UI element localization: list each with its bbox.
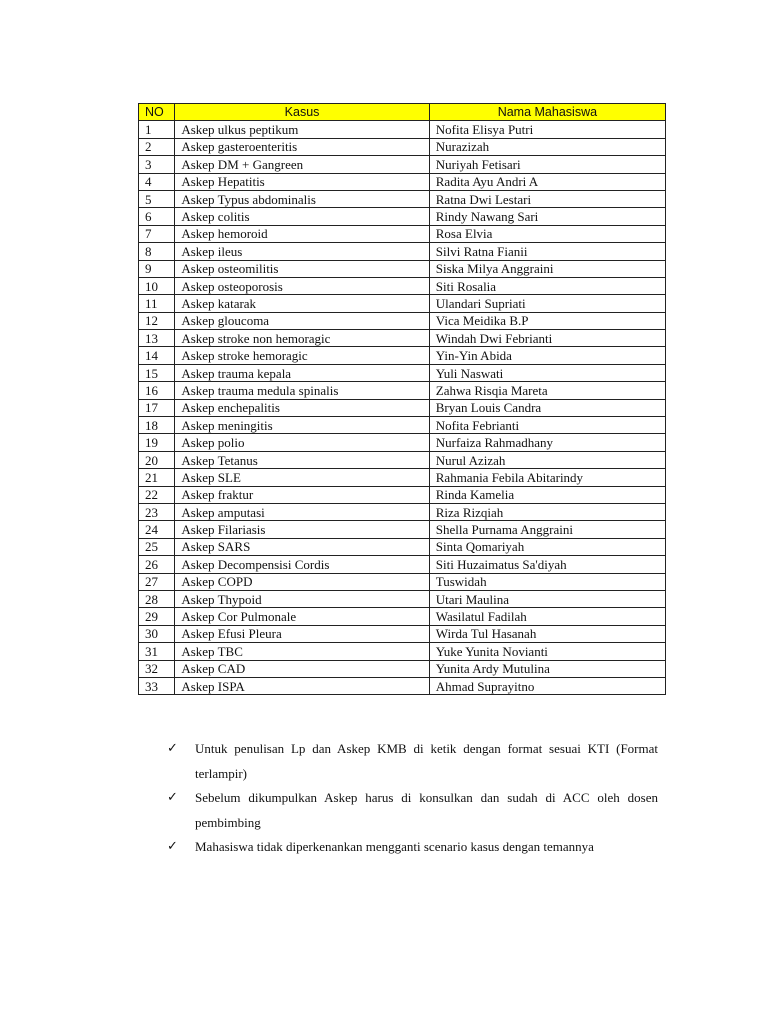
cell-nama-mahasiswa: Nuriyah Fetisari <box>429 156 665 173</box>
cell-nama-mahasiswa: Nofita Febrianti <box>429 417 665 434</box>
cell-no: 18 <box>139 417 175 434</box>
cell-nama-mahasiswa: Yuli Naswati <box>429 364 665 381</box>
cell-kasus: Askep Filariasis <box>175 521 429 538</box>
table-row <box>139 382 666 399</box>
cell-no: 31 <box>139 643 175 660</box>
cell-no: 6 <box>139 208 175 225</box>
cell-no: 5 <box>139 190 175 207</box>
cell-no: 21 <box>139 469 175 486</box>
cell-no: 30 <box>139 625 175 642</box>
cell-kasus: Askep Efusi Pleura <box>175 625 429 642</box>
cell-kasus: Askep stroke non hemoragic <box>175 330 429 347</box>
table-header <box>139 104 666 121</box>
check-mark-icon: ✓ <box>167 741 178 756</box>
assignment-table <box>138 103 666 695</box>
table-row <box>139 573 666 590</box>
cell-no: 15 <box>139 364 175 381</box>
table-row <box>139 347 666 364</box>
table-row <box>139 173 666 190</box>
cell-kasus: Askep gasteroenteritis <box>175 138 429 155</box>
cell-kasus: Askep amputasi <box>175 503 429 520</box>
cell-no: 11 <box>139 295 175 312</box>
cell-no: 12 <box>139 312 175 329</box>
cell-no: 8 <box>139 243 175 260</box>
cell-no: 22 <box>139 486 175 503</box>
table-row <box>139 208 666 225</box>
cell-no: 20 <box>139 451 175 468</box>
cell-nama-mahasiswa: Yunita Ardy Mutulina <box>429 660 665 677</box>
note-text: Mahasiswa tidak diperkenankan mengganti scenario kasus dengan temannya <box>195 839 594 854</box>
cell-no: 26 <box>139 556 175 573</box>
header-nama-mahasiswa: Nama Mahasiswa <box>429 104 665 121</box>
table-row <box>139 190 666 207</box>
table-row <box>139 451 666 468</box>
cell-kasus: Askep ISPA <box>175 677 429 694</box>
header-no: NO <box>139 104 175 121</box>
cell-no: 27 <box>139 573 175 590</box>
header-kasus: Kasus <box>175 104 429 121</box>
cell-nama-mahasiswa: Nurfaiza Rahmadhany <box>429 434 665 451</box>
table-row <box>139 260 666 277</box>
cell-nama-mahasiswa: Sinta Qomariyah <box>429 538 665 555</box>
table-row <box>139 399 666 416</box>
cell-kasus: Askep COPD <box>175 573 429 590</box>
table-row <box>139 625 666 642</box>
table-row <box>139 556 666 573</box>
table-row <box>139 643 666 660</box>
cell-nama-mahasiswa: Yuke Yunita Novianti <box>429 643 665 660</box>
check-mark-icon: ✓ <box>167 839 178 854</box>
cell-nama-mahasiswa: Utari Maulina <box>429 590 665 607</box>
cell-kasus: Askep CAD <box>175 660 429 677</box>
table-row <box>139 138 666 155</box>
table-row <box>139 486 666 503</box>
cell-nama-mahasiswa: Nurul Azizah <box>429 451 665 468</box>
cell-nama-mahasiswa: Ulandari Supriati <box>429 295 665 312</box>
table-row <box>139 521 666 538</box>
cell-kasus: Askep gloucoma <box>175 312 429 329</box>
table-row <box>139 225 666 242</box>
cell-kasus: Askep Typus abdominalis <box>175 190 429 207</box>
table-body <box>139 121 666 695</box>
cell-nama-mahasiswa: Riza Rizqiah <box>429 503 665 520</box>
cell-nama-mahasiswa: Siti Rosalia <box>429 277 665 294</box>
note-item <box>167 786 658 835</box>
cell-no: 4 <box>139 173 175 190</box>
table-header-row <box>139 104 666 121</box>
cell-kasus: Askep Decompensisi Cordis <box>175 556 429 573</box>
table-row <box>139 156 666 173</box>
cell-nama-mahasiswa: Ahmad Suprayitno <box>429 677 665 694</box>
cell-kasus: Askep SLE <box>175 469 429 486</box>
table-row <box>139 312 666 329</box>
cell-nama-mahasiswa: Tuswidah <box>429 573 665 590</box>
cell-kasus: Askep hemoroid <box>175 225 429 242</box>
check-mark-icon: ✓ <box>167 790 178 805</box>
table-row <box>139 590 666 607</box>
cell-no: 14 <box>139 347 175 364</box>
cell-kasus: Askep DM + Gangreen <box>175 156 429 173</box>
cell-kasus: Askep enchepalitis <box>175 399 429 416</box>
cell-nama-mahasiswa: Wasilatul Fadilah <box>429 608 665 625</box>
cell-nama-mahasiswa: Radita Ayu Andri A <box>429 173 665 190</box>
cell-kasus: Askep fraktur <box>175 486 429 503</box>
cell-nama-mahasiswa: Windah Dwi Febrianti <box>429 330 665 347</box>
cell-nama-mahasiswa: Siti Huzaimatus Sa'diyah <box>429 556 665 573</box>
cell-no: 19 <box>139 434 175 451</box>
cell-kasus: Askep osteoporosis <box>175 277 429 294</box>
table-row <box>139 677 666 694</box>
cell-no: 1 <box>139 121 175 138</box>
note-text: Untuk penulisan Lp dan Askep KMB di ketik dengan format sesuai KTI (Format terlampir) <box>195 741 658 781</box>
cell-nama-mahasiswa: Nurazizah <box>429 138 665 155</box>
cell-kasus: Askep Hepatitis <box>175 173 429 190</box>
cell-no: 29 <box>139 608 175 625</box>
cell-kasus: Askep osteomilitis <box>175 260 429 277</box>
cell-nama-mahasiswa: Rosa Elvia <box>429 225 665 242</box>
cell-nama-mahasiswa: Shella Purnama Anggraini <box>429 521 665 538</box>
cell-nama-mahasiswa: Zahwa Risqia Mareta <box>429 382 665 399</box>
cell-kasus: Askep Thypoid <box>175 590 429 607</box>
cell-kasus: Askep TBC <box>175 643 429 660</box>
table-row <box>139 295 666 312</box>
table-row <box>139 364 666 381</box>
cell-kasus: Askep SARS <box>175 538 429 555</box>
note-item <box>167 835 658 860</box>
cell-no: 24 <box>139 521 175 538</box>
cell-kasus: Askep polio <box>175 434 429 451</box>
cell-no: 9 <box>139 260 175 277</box>
cell-kasus: Askep ulkus peptikum <box>175 121 429 138</box>
table-row <box>139 277 666 294</box>
cell-no: 7 <box>139 225 175 242</box>
cell-nama-mahasiswa: Bryan Louis Candra <box>429 399 665 416</box>
table-row <box>139 434 666 451</box>
cell-nama-mahasiswa: Rahmania Febila Abitarindy <box>429 469 665 486</box>
cell-no: 25 <box>139 538 175 555</box>
cell-no: 3 <box>139 156 175 173</box>
cell-kasus: Askep stroke hemoragic <box>175 347 429 364</box>
table-row <box>139 538 666 555</box>
cell-nama-mahasiswa: Rindy Nawang Sari <box>429 208 665 225</box>
cell-kasus: Askep trauma kepala <box>175 364 429 381</box>
table-row <box>139 469 666 486</box>
table-row <box>139 330 666 347</box>
cell-kasus: Askep Tetanus <box>175 451 429 468</box>
cell-kasus: Askep Cor Pulmonale <box>175 608 429 625</box>
cell-no: 32 <box>139 660 175 677</box>
table-row <box>139 417 666 434</box>
cell-nama-mahasiswa: Yin-Yin Abida <box>429 347 665 364</box>
cell-kasus: Askep katarak <box>175 295 429 312</box>
cell-no: 13 <box>139 330 175 347</box>
cell-nama-mahasiswa: Nofita Elisya Putri <box>429 121 665 138</box>
cell-no: 33 <box>139 677 175 694</box>
table-row <box>139 243 666 260</box>
cell-kasus: Askep trauma medula spinalis <box>175 382 429 399</box>
cell-nama-mahasiswa: Wirda Tul Hasanah <box>429 625 665 642</box>
cell-nama-mahasiswa: Vica Meidika B.P <box>429 312 665 329</box>
table-row <box>139 121 666 138</box>
cell-nama-mahasiswa: Siska Milya Anggraini <box>429 260 665 277</box>
cell-no: 10 <box>139 277 175 294</box>
cell-nama-mahasiswa: Rinda Kamelia <box>429 486 665 503</box>
cell-kasus: Askep colitis <box>175 208 429 225</box>
note-item <box>167 737 658 786</box>
cell-no: 23 <box>139 503 175 520</box>
cell-no: 16 <box>139 382 175 399</box>
notes-list <box>167 737 658 860</box>
table-row <box>139 503 666 520</box>
cell-no: 17 <box>139 399 175 416</box>
note-text: Sebelum dikumpulkan Askep harus di konsulkan dan sudah di ACC oleh dosen pembimbing <box>195 790 658 830</box>
cell-no: 28 <box>139 590 175 607</box>
table-row <box>139 660 666 677</box>
cell-kasus: Askep meningitis <box>175 417 429 434</box>
table-row <box>139 608 666 625</box>
cell-nama-mahasiswa: Ratna Dwi Lestari <box>429 190 665 207</box>
cell-kasus: Askep ileus <box>175 243 429 260</box>
cell-no: 2 <box>139 138 175 155</box>
cell-nama-mahasiswa: Silvi Ratna Fianii <box>429 243 665 260</box>
